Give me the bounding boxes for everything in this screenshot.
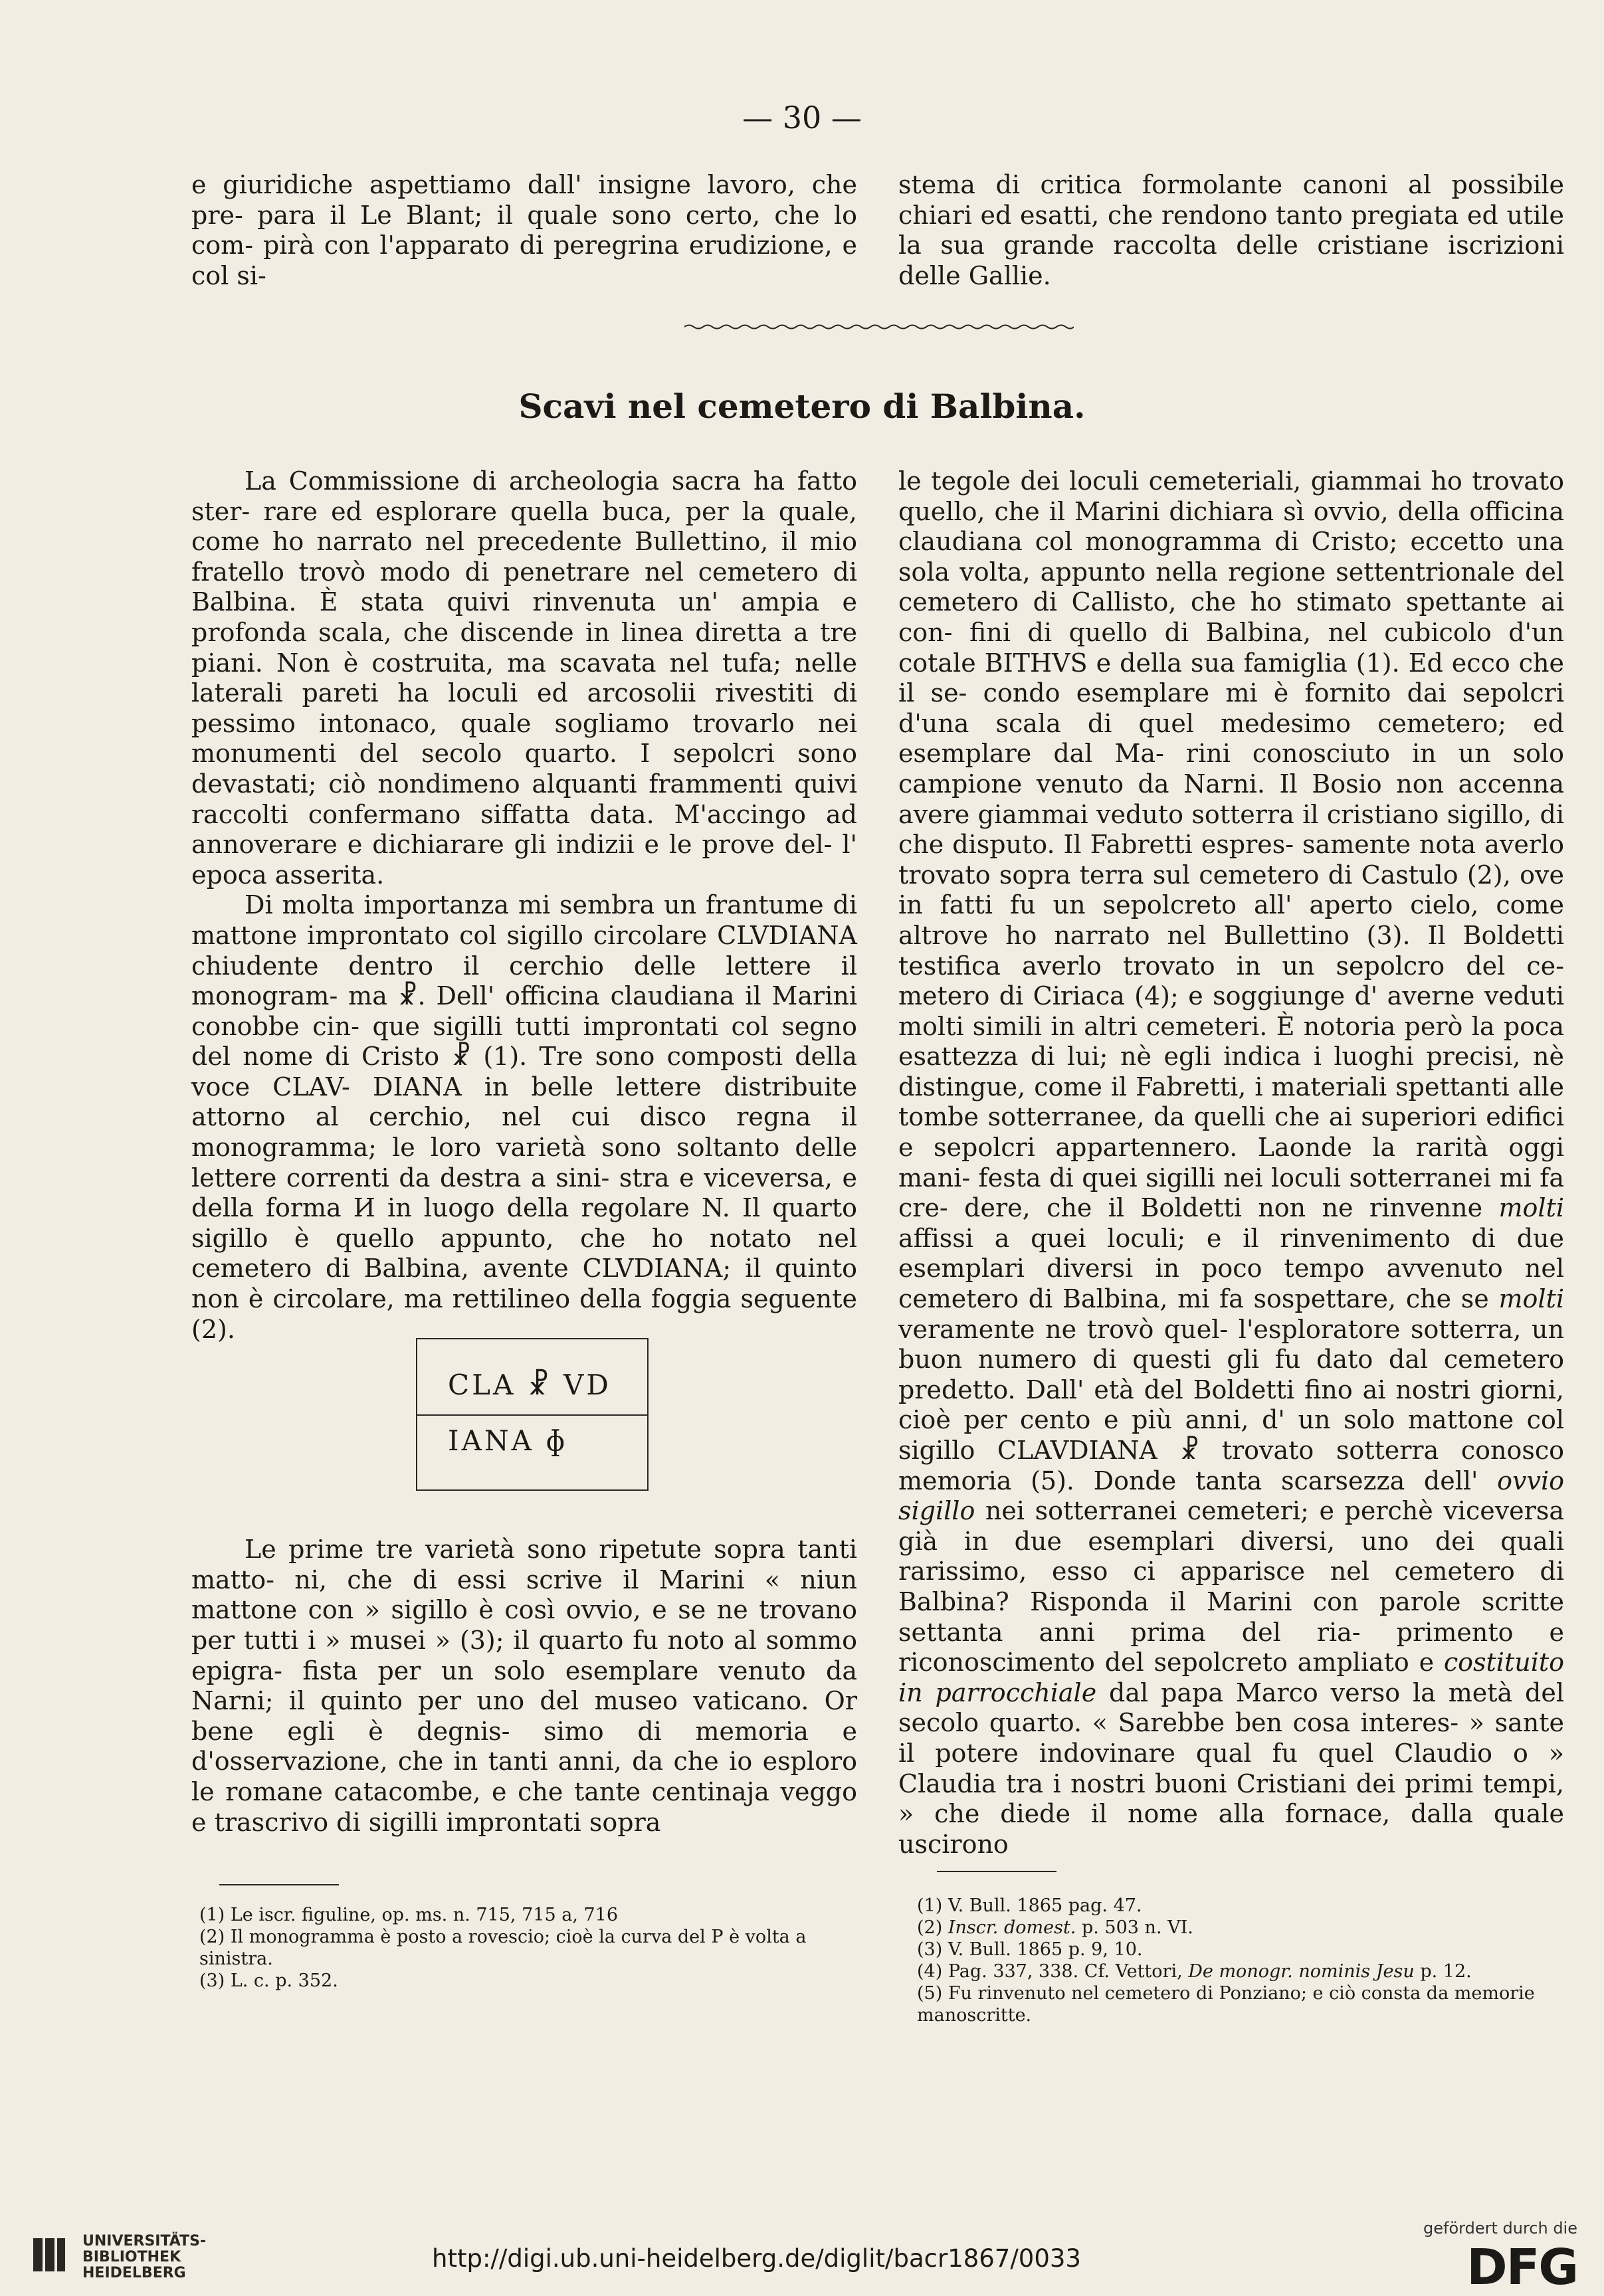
footnote-right-2-suffix: p. 503 n. VI. [1076, 1917, 1193, 1938]
right-column [898, 466, 1564, 1860]
sigil-divider [417, 1414, 647, 1416]
footnote-right-5: (5) Fu rinvenuto nel cemetero di Ponziano; e ciò consta da memorie manoscritte. [917, 1983, 1535, 2026]
footnote-right-4-italic: De monogr. nominis Jesu [1188, 1961, 1415, 1982]
right-paragraph [898, 466, 1564, 1860]
wavy-divider [684, 324, 1074, 330]
top-right-text [898, 170, 1564, 291]
footnote-rule-right [937, 1871, 1056, 1872]
footnote-right-2-italic: Inscr. domest. [948, 1917, 1076, 1938]
article-title: Scavi nel cemetero di Balbina. [518, 387, 1086, 426]
source-url-link[interactable]: http://digi.ub.uni-heidelberg.de/diglit/bacr1867/0033 [432, 2244, 1081, 2273]
sigil-line-1: CLA ☧ VD [448, 1369, 611, 1401]
footnote-right-4 [917, 1961, 1581, 1982]
footnotes-right [917, 1895, 1581, 2026]
right-text-d: nei sotterranei cemeteri; e perchè viceversa già in due esemplari diversi, uno dei quali rarissimo, esso ci apparisce nel cemetero di Balbina? Risponda il Marini con parole scritte settanta anni prima del ria- primento e riconoscimento del sepolcreto ampliato e [898, 1496, 1564, 1677]
sigil-box [416, 1338, 649, 1491]
sponsor-text: gefördert durch die [1423, 2219, 1577, 2238]
right-text-a: le tegole dei loculi cemeteriali, giammai ho trovato quello, che il Marini dichiara sì ovvio, della officina claudiana col monogramma di Cristo; eccetto una sola volta, appunto nella regione settentrionale del cemetero di Callisto, che ho stimato spettante ai con- fini di quello di Balbina, nel cubicolo d'un cotale BITHVS e della sua famiglia (1). Ed ecco che il se- condo esemplare mi è fornito dai sepolcri d'una scala di quel medesimo cemetero; ed esemplare dal Ma- rini conosciuto in un solo campione venuto da Narni. Il Bosio non accenna avere giammai veduto sotterra il cristiano sigillo, di che disputo. Il Fabretti espres- samente nota averlo trovato sopra terra sul cemetero di Castulo (2), ove in fatti fu un sepolcreto all' aperto cielo, come altrove ho narrato nel Bullettino (3). Il Boldetti testifica averlo trovato in un sepolcro del ce- metero di Ciriaca (4); e soggiunge d' averne veduti molti simili in altri cemeteri. È notoria però la poca esattezza di lui; nè egli indica i luoghi precisi, nè distingue, come il Fabretti, i materiali spettanti alle tombe sotterranee, da quelli che ai superiori edifici e sepolcri appartennero. Laonde la rarità oggi mani- festa di quei sigilli nei loculi sotterranei mi fa cre- dere, che il Boldetti non ne rinvenne [898, 466, 1564, 1223]
right-text-b: affissi a quei loculi; e il rinvenimento di due esemplari diversi in poco tempo avvenuto nel cemetero di Balbina, mi fa sospettare, che se [898, 1223, 1564, 1314]
italic-ovvio-sigillo: ovvio sigillo [898, 1466, 1564, 1526]
top-left-paragraph: e giuridiche aspettiamo dall' insigne lavoro, che pre- para il Le Blant; il quale sono certo, che lo com- pirà con l'apparato di peregrina erudizione, e col si- [191, 170, 857, 290]
library-name-line-1: UNIVERSITÄTS- [82, 2233, 207, 2249]
library-name-line-2: BIBLIOTHEK [82, 2249, 181, 2265]
sigil-line-2: IANA ɸ [448, 1424, 568, 1457]
footnote-right-2 [917, 1917, 1581, 1939]
dfg-logo: DFG [1466, 2239, 1577, 2296]
top-right-paragraph: stema di critica formolante canoni al possibile chiari ed esatti, che rendono tanto pregiata ed utile la sua grande raccolta delle cristiane iscrizioni delle Gallie. [898, 170, 1564, 290]
footnote-left-2: (2) Il monogramma è posto a rovescio; cioè la curva del P è volta a sinistra. [199, 1927, 807, 1969]
library-logo-icon [29, 2232, 69, 2278]
library-name [82, 2234, 206, 2281]
top-left-text [191, 170, 857, 291]
right-text-e: dal papa Marco verso la metà del secolo quarto. « Sarebbe ben cosa interes- » sante il potere indovinare qual fu quel Claudio o » Claudia tra i nostri buoni Cristiani dei primi tempi, » che diede il nome alla fornace, dalla quale uscirono [898, 1677, 1564, 1859]
footnotes-left [199, 1904, 864, 1992]
library-name-line-3: HEIDELBERG [82, 2265, 186, 2281]
footnote-left-1: (1) Le iscr. figuline, op. ms. n. 715, 715 a, 716 [199, 1905, 619, 1925]
right-text-c: veramente ne trovò quel- l'esploratore sotterra, un buon numero di questi gli fu dato dal cemetero predetto. Dall' età del Boldetti fino ai nostri giorni, cioè per cento e più anni, d' un solo mattone col sigillo CLAVDIANA ☧ trovato sotterra conosco memoria (5). Donde tanta scarsezza dell' [898, 1314, 1564, 1495]
footnote-right-3: (3) V. Bull. 1865 p. 9, 10. [917, 1939, 1143, 1960]
footnote-right-4-suffix: p. 12. [1414, 1961, 1472, 1982]
italic-molti: molti [1498, 1193, 1564, 1223]
left-paragraph-2: Di molta importanza mi sembra un frantume di mattone improntato col sigillo circolare CLVDIANA chiudente dentro il cerchio delle lettere il monogram- ma ☧. Dell' officina claudiana il Marini conobbe cin- que sigilli tutti improntati col segno del nome di Cristo ☧ (1). Tre sono composti della voce CLAV- DIANA in belle lettere distribuite attorno al cerchio, nel cui disco regna il monogramma; le loro varietà sono soltanto delle lettere correnti da destra a sini- stra e viceversa, e della forma И in luogo della regolare N. Il quarto sigillo è quello appunto, che ho notato nel cemetero di Balbina, avente CLVDIANA; il quinto non è circolare, ma rettilineo della foggia seguente (2). [191, 890, 857, 1344]
wavy-divider-line [684, 326, 1074, 329]
footnote-rule-left [219, 1884, 339, 1885]
footnote-right-4-prefix: (4) Pag. 337, 338. Cf. Vettori, [917, 1961, 1189, 1982]
italic-molti-2: molti [1498, 1284, 1564, 1314]
left-column [191, 466, 857, 1838]
left-paragraph-3: Le prime tre varietà sono ripetute sopra tanti matto- ni, che di essi scrive il Marini « niun mattone con » sigillo è così ovvio, e se ne trovano per tutti i » musei » (3); il quarto fu noto al sommo epigra- fista per un solo esemplare venuto da Narni; il quinto per uno del museo vaticano. Or bene egli è degnis- simo di memoria e d'osservazione, che in tanti anni, da che io esploro le romane catacombe, e che tante centinaja veggo e trascrivo di sigilli improntati sopra [191, 1535, 857, 1837]
footnote-right-1: (1) V. Bull. 1865 pag. 47. [917, 1895, 1142, 1916]
footnote-left-3: (3) L. c. p. 352. [199, 1970, 338, 1991]
italic-costituito: costituito in parrocchiale [898, 1648, 1564, 1707]
footnote-right-2-prefix: (2) [917, 1917, 948, 1938]
left-paragraph-1: La Commissione di archeologia sacra ha fatto ster- rare ed esplorare quella buca, per la quale, come ho narrato nel precedente Bullettino, il mio fratello trovò modo di penetrare nel cemetero di Balbina. È stata quivi rinvenuta un' ampia e profonda scala, che discende in linea diretta a tre piani. Non è costruita, ma scavata nel tufa; nelle laterali pareti ha loculi ed arcosolii rivestiti di pessimo intonaco, quale sogliamo trovarlo nei monumenti del secolo quarto. I sepolcri sono devastati; ciò nondimeno alquanti frammenti quivi raccolti confermano siffatta data. M'accingo ad annoverare e dichiarare gli indizii e le prove del- l' epoca asserita. [191, 466, 857, 890]
page-number: — 30 — [742, 100, 862, 136]
